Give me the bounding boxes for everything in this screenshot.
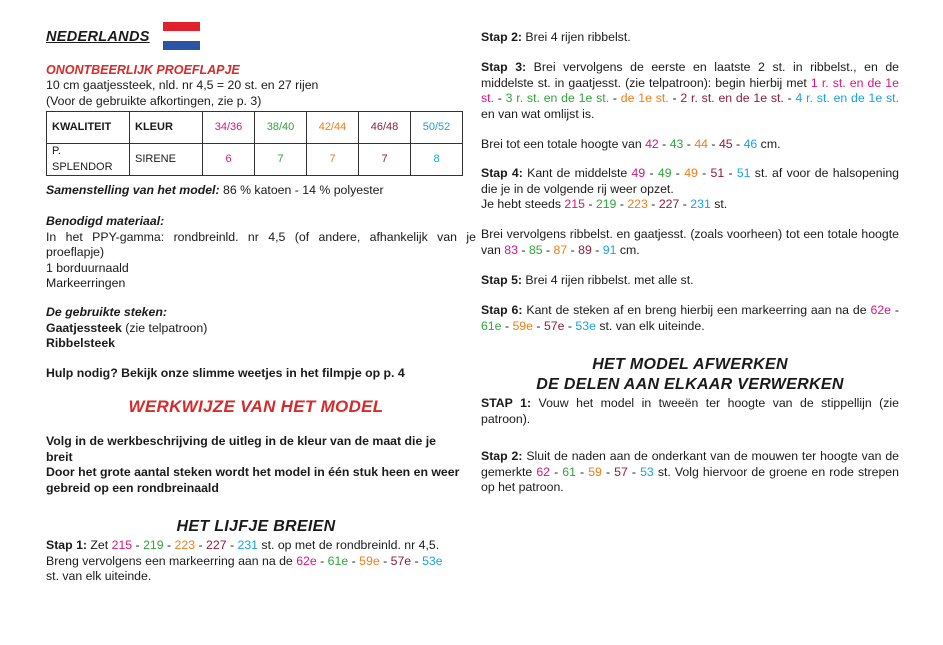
step5: Stap 5: Brei 4 rijen ribbelst. met alle st. — [481, 273, 694, 287]
materials-line: In het PPY-gamma: rondbreinld. nr 4,5 (of andere, afhankelijk van je proeflapje) — [46, 229, 476, 260]
stitch-item: Ribbelsteek — [46, 336, 116, 351]
height1: Brei tot een totale hoogte van 42 - 43 - 44 - 45 - 46 cm. — [481, 137, 781, 151]
method-p2: Door het grote aantal steken wordt het model in één stuk heen en weer gebreid op een rondbreinaald — [46, 465, 460, 495]
materials-line: 1 borduurnaald — [46, 260, 129, 275]
materials-label: Benodigd materiaal: — [46, 214, 165, 228]
table-header: KLEUR — [130, 112, 203, 144]
gauge-line2: (Voor de gebruikte afkortingen, zie p. 3) — [46, 94, 262, 108]
stitches-label: De gebruikte steken: — [46, 305, 167, 319]
method-p1: Volg in de werkbeschrijving de uitleg in de kleur van de maat die je breit — [46, 434, 436, 464]
table-cell: 7 — [359, 144, 411, 176]
netherlands-flag-icon — [163, 22, 200, 50]
gauge-table — [46, 111, 463, 176]
table-row — [47, 144, 463, 176]
table-cell: 8 — [411, 144, 463, 176]
table-cell: P. SPLENDOR — [47, 144, 130, 176]
composition-label: Samenstelling van het model: — [46, 183, 220, 197]
composition — [46, 183, 476, 199]
step3: Stap 3: Brei vervolgens de eerste en laatste 2 st. in ribbelst., en de middelste st. in gaatjesst. (zie telpatroon): begin hierbij met 1 r. st. en de 1e st. - 3 r. st. en de 1e st. - de 1e st. - 2 r. st. en de 1e st. - 4 r. st. en de 1e st. en van wat omlijst is. — [481, 60, 899, 121]
table-cell: 7 — [255, 144, 307, 176]
help-text: Hulp nodig? Bekijk onze slimme weetjes in het filmpje op p. 4 — [46, 366, 405, 380]
table-header: KWALITEIT — [47, 112, 130, 144]
table-header: 34/36 — [203, 112, 255, 144]
finish-title: HET MODEL AFWERKEN — [592, 356, 788, 373]
table-header-row — [47, 112, 463, 144]
step6: Stap 6: Kant de steken af en breng hierbij een markeerring aan na de 62e - 61e - 59e - 57e - 53e st. van elk uiteinde. — [481, 303, 900, 333]
stitch-item: Gaatjessteek (zie telpatroon) — [46, 320, 208, 335]
step2: Stap 2: Brei 4 rijen ribbelst. — [481, 30, 631, 44]
height2: Brei vervolgens ribbelst. en gaatjesst. (zoals voorheen) tot een totale hoogte van 83 - 85 - 87 - 89 - 91 cm. — [481, 227, 899, 257]
gauge-title: ONONTBEERLIJK PROEFLAPJE — [46, 63, 240, 77]
table-cell: 7 — [307, 144, 359, 176]
table-cell: 6 — [203, 144, 255, 176]
step4: Stap 4: Kant de middelste 49 - 49 - 49 - 51 - 51 st. af voor de halsopening die je in de volgende rij weer opzet. Je hebt steeds 215 - 219 - 223 - 227 - 231 st. — [481, 166, 900, 212]
body-section-title: HET LIJFJE BREIEN — [176, 518, 336, 535]
method-title: WERKWIJZE VAN HET MODEL — [128, 397, 384, 416]
materials-line: Markeerringen — [46, 276, 126, 291]
finish-step1: STAP 1: Vouw het model in tweeën ter hoogte van de stippellijn (zie patroon). — [481, 396, 899, 426]
gauge-line1: 10 cm gaatjessteek, nld. nr 4,5 = 20 st. en 27 rijen — [46, 78, 319, 92]
composition-value: 86 % katoen - 14 % polyester — [219, 183, 384, 197]
finish-step2: Stap 2: Sluit de naden aan de onderkant van de mouwen ter hoogte van de gemerkte 62 - 61 - 59 - 57 - 53 st. Volg hiervoor de groene en rode strepen op het patroon. — [481, 449, 900, 495]
table-header: 42/44 — [307, 112, 359, 144]
table-cell: SIRENE — [130, 144, 203, 176]
finish-subtitle: DE DELEN AAN ELKAAR VERWERKEN — [536, 376, 844, 393]
language-heading: NEDERLANDS — [46, 29, 150, 45]
table-header: 50/52 — [411, 112, 463, 144]
table-header: 46/48 — [359, 112, 411, 144]
body-step1: Stap 1: Zet 215 - 219 - 223 - 227 - 231 st. op met de rondbreinld. nr 4,5. Breng vervolgens een markeerring aan na de 62e - 61e - 59e - 57e - 53e st. van elk uiteinde. — [46, 538, 443, 584]
table-header: 38/40 — [255, 112, 307, 144]
materials — [46, 214, 476, 292]
stitches — [46, 305, 476, 352]
